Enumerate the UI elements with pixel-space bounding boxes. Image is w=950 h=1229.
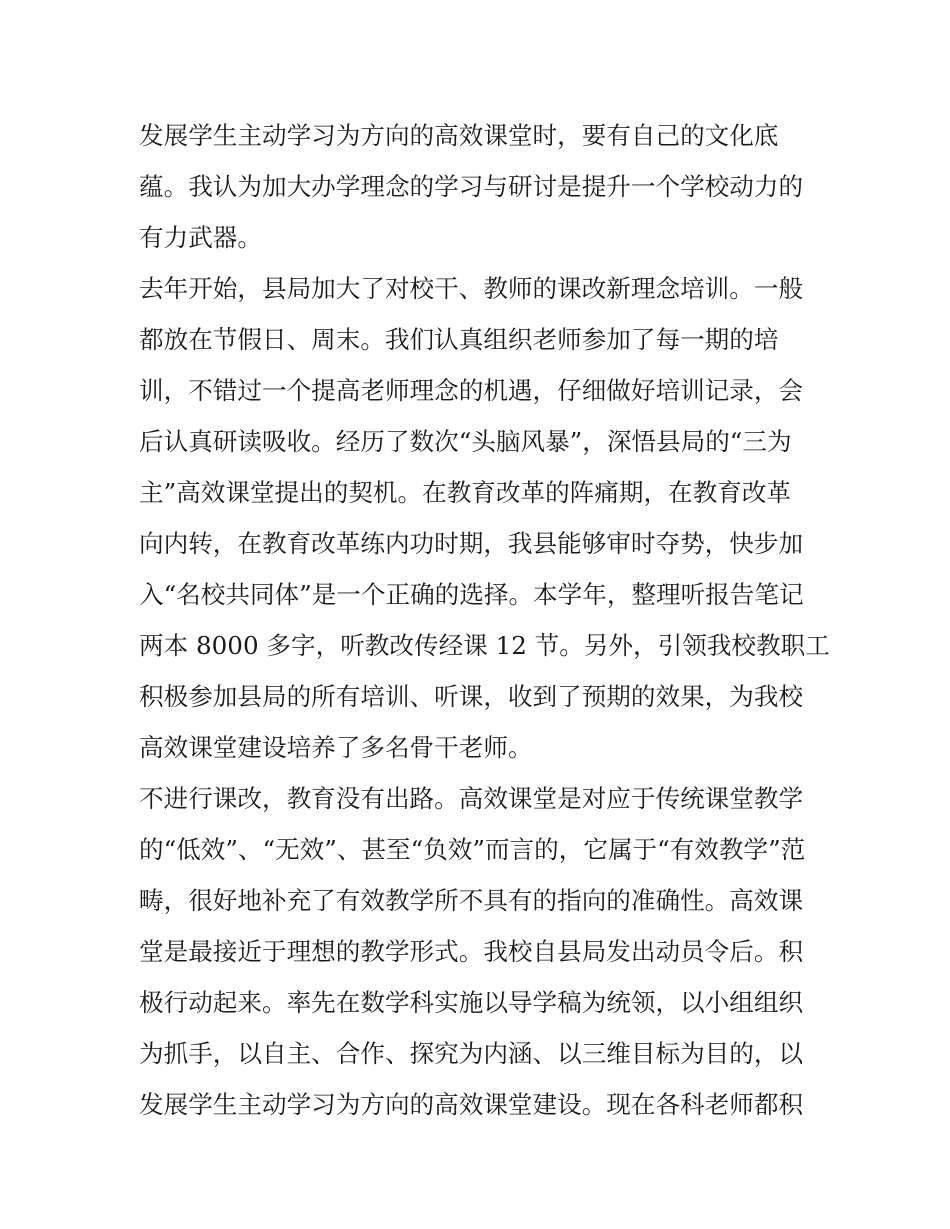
text-line: 都放在节假日、周末。我们认真组织老师参加了每一期的培 — [139, 325, 779, 354]
text-line: 的“低效”、“无效”、甚至“负效”而言的，它属于“有效教学”范 — [139, 835, 806, 864]
text-line: 去年开始，县局加大了对校干、教师的课改新理念培训。一般 — [139, 274, 804, 303]
text-line: 不进行课改，教育没有出路。高效课堂是对应于传统课堂教学 — [139, 784, 804, 813]
text-line: 两本 8000 多字，听教改传经课 12 节。另外，引领我校教职工 — [139, 631, 830, 660]
text-line: 为抓手，以自主、合作、探究为内涵、以三维目标为目的，以 — [139, 1039, 804, 1068]
text-line: 畴，很好地补充了有效教学所不具有的指向的准确性。高效课 — [139, 886, 804, 915]
text-line: 堂是最接近于理想的教学形式。我校自县局发出动员令后。积 — [139, 937, 804, 966]
text-line: 积极参加县局的所有培训、听课，收到了预期的效果，为我校 — [139, 682, 804, 711]
text-line: 后认真研读吸收。经历了数次“头脑风暴”，深悟县局的“三为 — [139, 427, 792, 456]
text-line: 入“名校共同体”是一个正确的选择。本学年，整理听报告笔记 — [139, 580, 804, 609]
text-line: 发展学生主动学习为方向的高效课堂建设。现在各科老师都积 — [139, 1090, 804, 1119]
body-text — [139, 110, 830, 1130]
text-line: 高效课堂建设培养了多名骨干老师。 — [139, 733, 533, 762]
text-line: 向内转，在教育改革练内功时期，我县能够审时夺势，快步加 — [139, 529, 804, 558]
text-line: 主”高效课堂提出的契机。在教育改革的阵痛期，在教育改革 — [139, 478, 792, 507]
text-line: 训，不错过一个提高老师理念的机遇，仔细做好培训记录，会 — [139, 376, 804, 405]
text-line: 蕴。我认为加大办学理念的学习与研讨是提升一个学校动力的 — [139, 172, 804, 201]
text-line: 发展学生主动学习为方向的高效课堂时，要有自己的文化底 — [139, 121, 779, 150]
text-line: 有力武器。 — [139, 223, 262, 252]
text-line: 极行动起来。率先在数学科实施以导学稿为统领，以小组组织 — [139, 988, 804, 1017]
